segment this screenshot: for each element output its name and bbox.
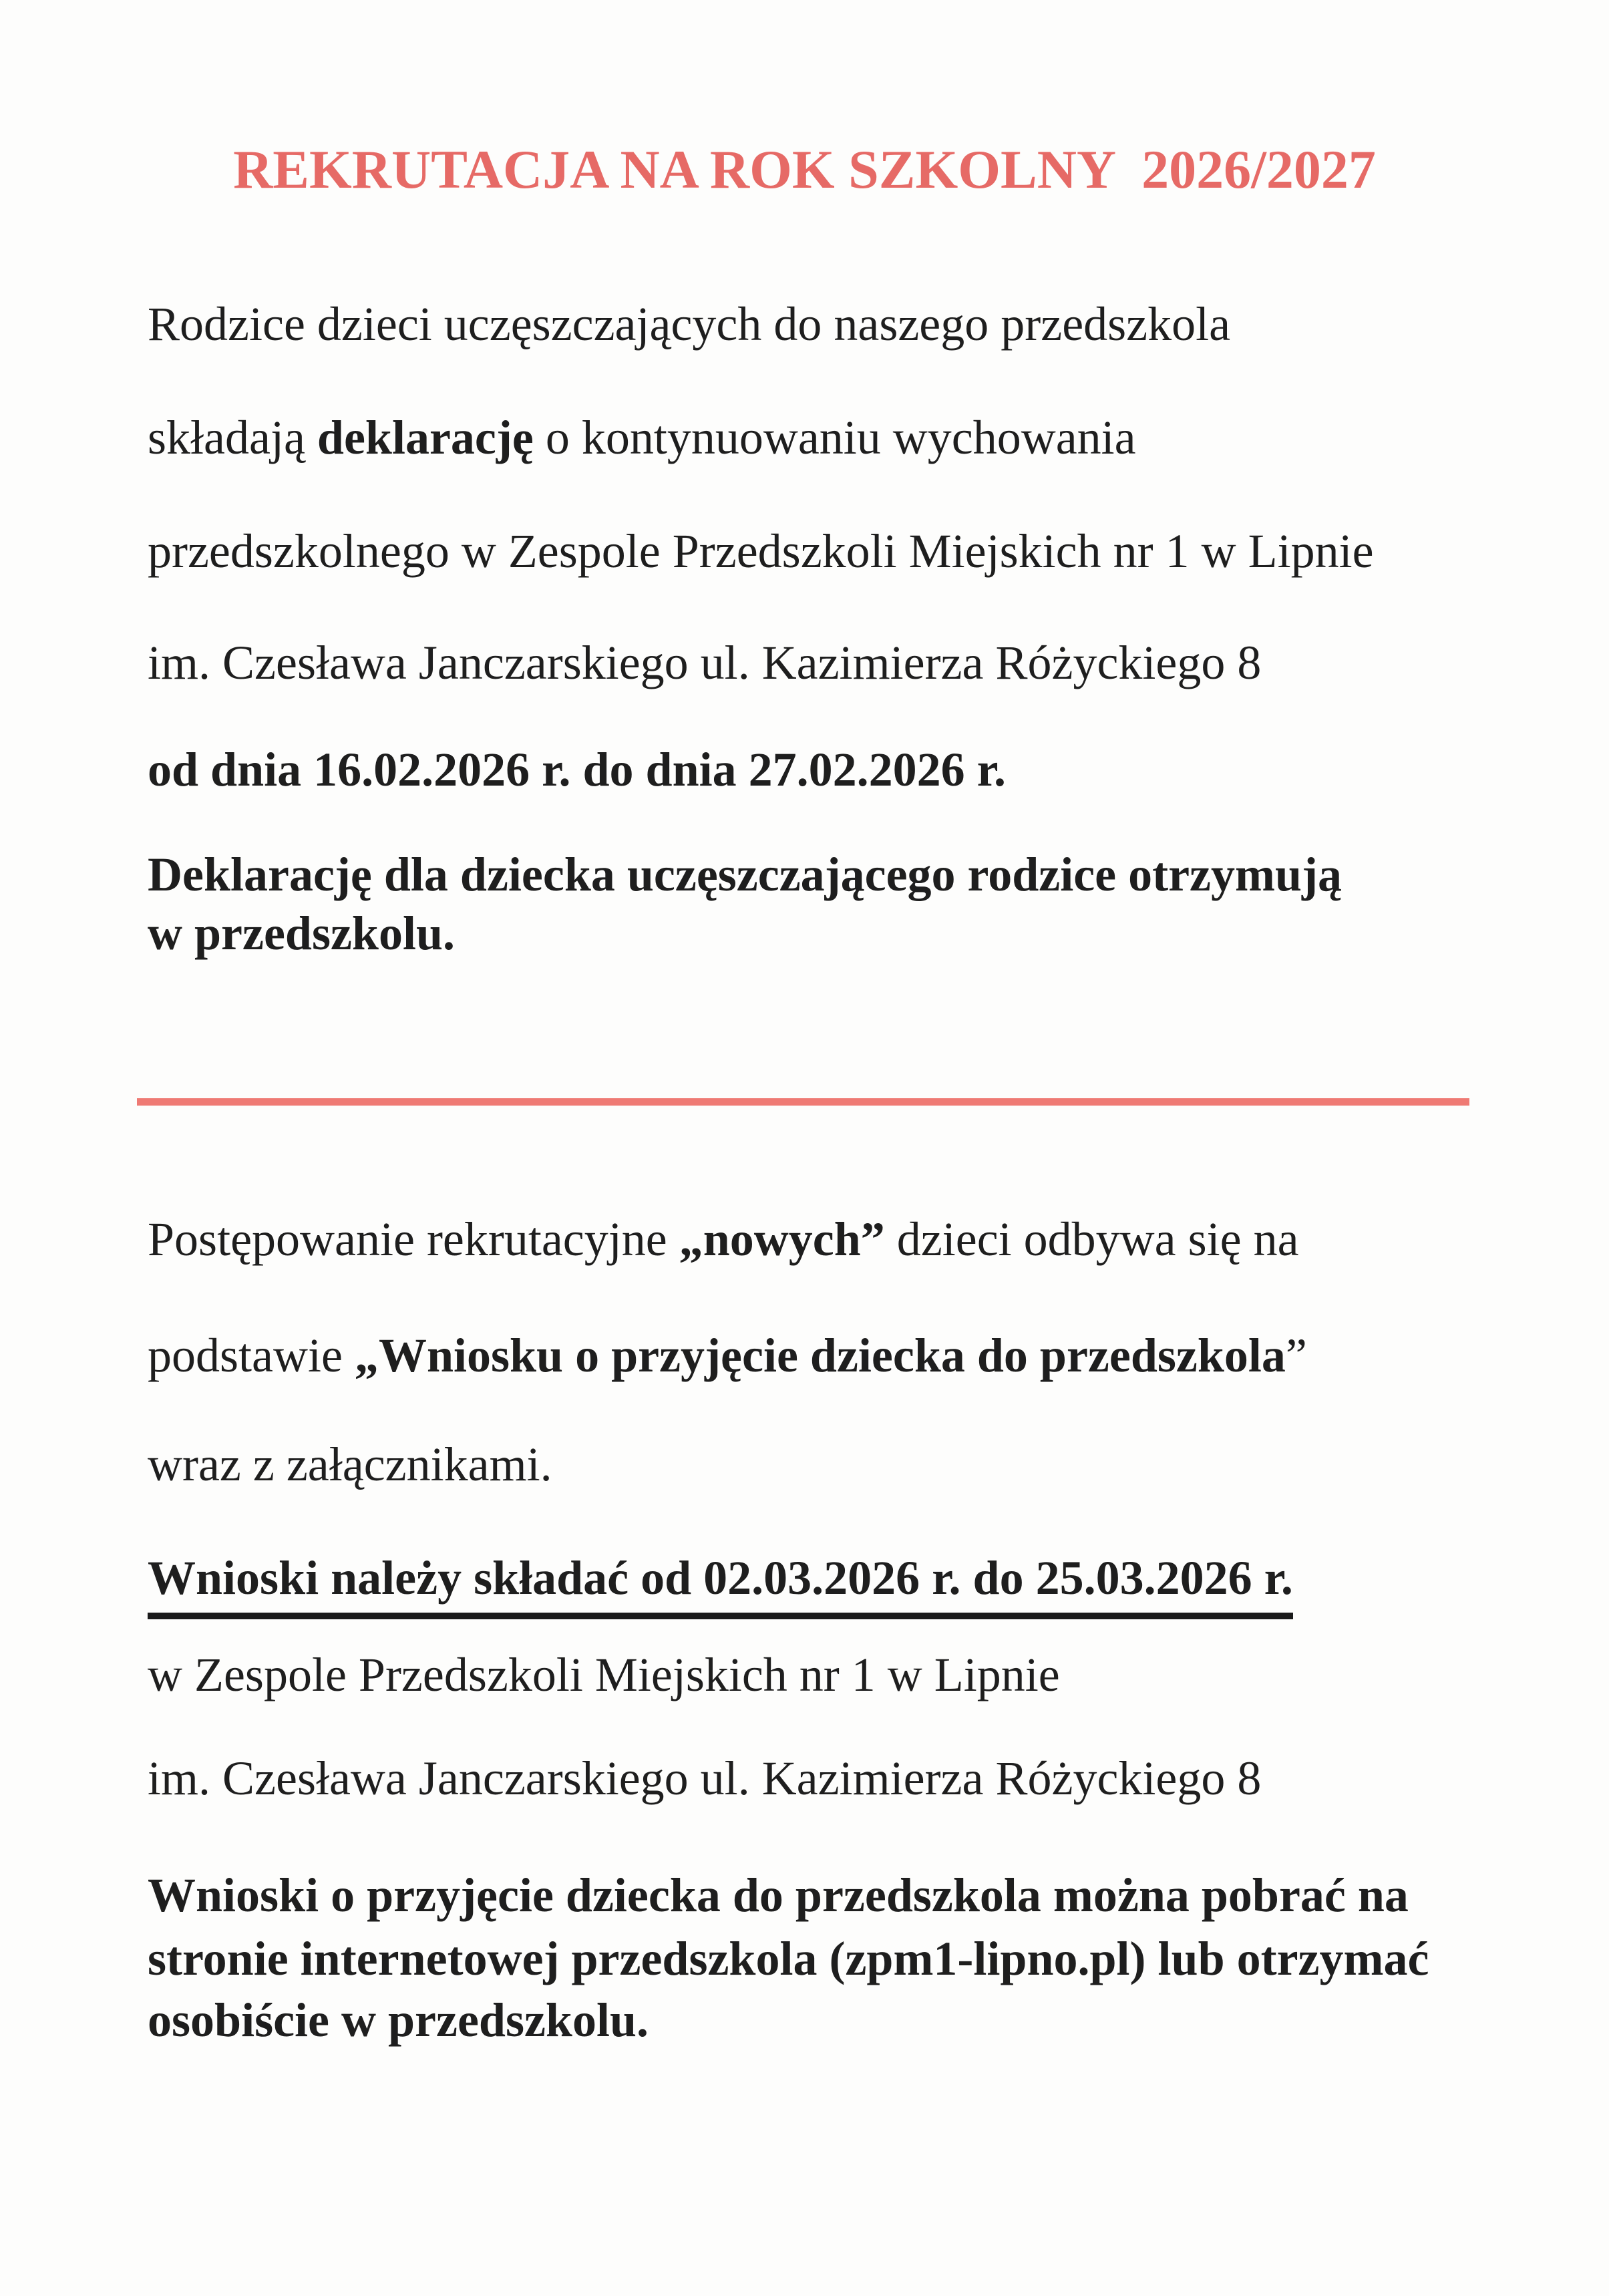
recruitment-line-application xyxy=(148,1329,1307,1382)
underlined-deadline-text: Wnioski należy składać od 02.03.2026 r. do 25.03.2026 r. xyxy=(148,1552,1293,1619)
recruitment-line-download-1: Wnioski o przyjęcie dziecka do przedszkola można pobrać na xyxy=(148,1868,1409,1922)
recruitment-line-deadline xyxy=(148,1552,1293,1619)
continuation-line-declaration xyxy=(148,412,1136,464)
recruitment-line-intro xyxy=(148,1213,1299,1266)
text-segment: składają xyxy=(148,411,317,464)
recruitment-line-download-2: stronie internetowej przedszkola (zpm1-lipno.pl) lub otrzymać xyxy=(148,1932,1429,1985)
recruitment-line-address: im. Czesława Janczarskiego ul. Kazimierza Różyckiego 8 xyxy=(148,1752,1262,1805)
continuation-line-dates: od dnia 16.02.2026 r. do dnia 27.02.2026 r. xyxy=(148,743,1006,796)
continuation-line-institution: przedszkolnego w Zespole Przedszkoli Miejskich nr 1 w Lipnie xyxy=(148,524,1374,578)
recruitment-line-institution: w Zespole Przedszkoli Miejskich nr 1 w Lipnie xyxy=(148,1648,1060,1701)
notice-title: REKRUTACJA NA ROK SZKOLNY 2026/2027 xyxy=(233,139,1376,200)
continuation-line-note-2: w przedszkolu. xyxy=(148,907,456,960)
bold-segment-application-form: „Wniosku o przyjęcie dziecka do przedszkola xyxy=(354,1329,1286,1382)
recruitment-line-download-3: osobiście w przedszkolu. xyxy=(148,1993,649,2047)
text-segment: o kontynuowaniu wychowania xyxy=(533,411,1136,464)
bold-segment-new-children: „nowych” xyxy=(679,1212,885,1266)
bold-segment-declaration: deklarację xyxy=(317,411,534,464)
section-divider-rule xyxy=(137,1098,1469,1106)
text-segment: dzieci odbywa się na xyxy=(884,1212,1299,1266)
text-segment: podstawie xyxy=(148,1329,355,1382)
continuation-line-parents: Rodzice dzieci uczęszczających do naszego przedszkola xyxy=(148,297,1231,351)
continuation-line-note-1: Deklarację dla dziecka uczęszczającego rodzice otrzymują xyxy=(148,848,1343,901)
continuation-line-address: im. Czesława Janczarskiego ul. Kazimierza Różyckiego 8 xyxy=(148,636,1262,689)
text-segment: Postępowanie rekrutacyjne xyxy=(148,1212,679,1266)
text-segment: ” xyxy=(1285,1329,1307,1382)
recruitment-line-attachments: wraz z załącznikami. xyxy=(148,1438,552,1491)
